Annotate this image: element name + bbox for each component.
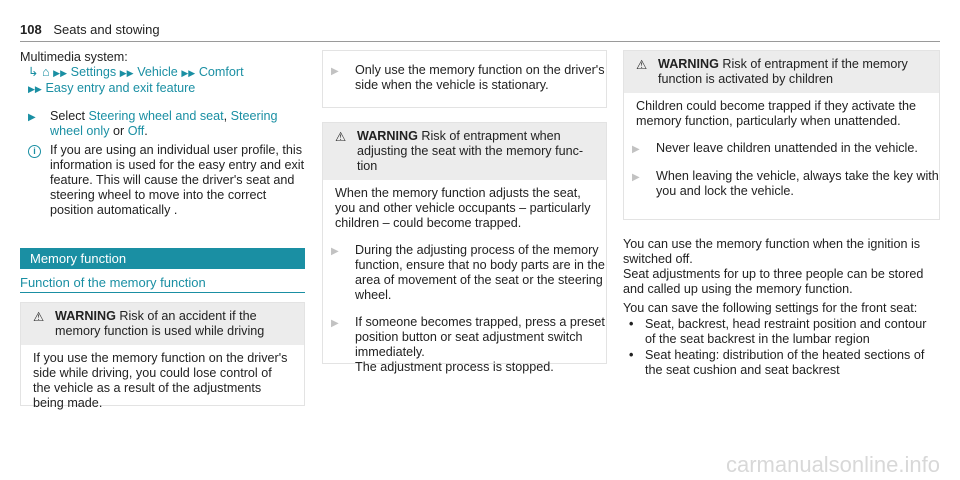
step-prefix: Select [50, 109, 89, 123]
list-item-text: Seat heating: distribution of the heated sections of the seat cushion and seat backrest [645, 348, 925, 377]
return-arrow-icon: ↳ [28, 65, 39, 79]
warning-head [21, 303, 304, 345]
warning-box-1 [20, 302, 305, 410]
step-arrow-icon: ▶ [632, 144, 640, 155]
warning-body: If you use the memory function on the driver's side while driving, you could lose control of the vehicle as a result of the adjustments being made. [33, 351, 288, 410]
warning-step [331, 315, 606, 375]
paragraph: You can use the memory function when the ignition is switched off. [623, 237, 921, 266]
warning-step-text: During the adjusting process of the memory function, ensure that no body parts are in the area of movement of the seat or the steering wheel. [355, 243, 605, 302]
warning-box-2 [322, 122, 607, 374]
step-arrow-icon: ▶ [331, 246, 339, 257]
column-1 [20, 50, 305, 218]
nav-settings: Settings [70, 65, 117, 79]
column-3-text [623, 237, 928, 378]
page-header [20, 22, 160, 37]
option-off: Off [127, 124, 145, 138]
info-note-text: If you are using an individual user profile, this information is used for the easy entry and exit feature. This will cause the driver's seat and steering wheel to move into the correct position automatically . [50, 143, 305, 217]
step-separator: , [223, 109, 231, 123]
warning-step-text: When leaving the vehicle, always take the key with you and lock the vehicle. [656, 169, 939, 198]
step-arrow-icon: ▶ [331, 318, 339, 329]
warning-step-text [355, 315, 606, 375]
warning-label: WARNING [55, 309, 116, 323]
paragraph: You can save the following settings for the front seat: [623, 301, 918, 315]
header-rule [20, 41, 940, 42]
chevron-icon: ▶▶ [28, 84, 42, 94]
warning-step [331, 243, 606, 303]
home-icon: ⌂ [42, 65, 50, 79]
list-item [623, 348, 928, 378]
warning-icon: ⚠ [33, 310, 45, 324]
list-item [623, 317, 928, 347]
warning-body: Children could become trapped if they activate the memory function, particularly when unattended. [636, 99, 917, 128]
section-title: Memory function [20, 248, 305, 269]
bullet-icon: • [629, 317, 634, 331]
warning-head [323, 123, 606, 180]
nav-comfort: Comfort [198, 65, 244, 79]
info-note [28, 143, 305, 218]
continuation-step [331, 63, 606, 93]
paragraph: Seat adjustments for up to three people can be stored and called up using the memory function. [623, 267, 924, 296]
list-item-text: Seat, backrest, head restraint position and contour of the seat backrest in the lumbar region [645, 317, 927, 346]
nav-path [28, 65, 305, 97]
warning-head-text: Risk of an accident if the memory function is used while driving [55, 309, 265, 338]
chevron-icon: ▶▶ [53, 68, 68, 78]
subsection-title: Function of the memory function [20, 275, 305, 293]
step-end: . [144, 124, 148, 138]
continuation-step-text: Only use the memory function on the driver's side when the vehicle is stationary. [355, 63, 605, 92]
warning-step-text: Never leave children unattended in the vehicle. [656, 141, 918, 155]
warning-head-text: Risk of entrapment if the memory function is activated by children [658, 57, 908, 86]
nav-easy-entry: Easy entry and exit feature [45, 81, 196, 95]
warning-step-text-1: If someone becomes trapped, press a preset position button or seat adjustment switch immediately. [355, 315, 605, 359]
watermark: carmanualsonline.info [725, 452, 940, 477]
option-steering-wheel-only: Steering wheel only [50, 109, 278, 138]
warning-label: WARNING [658, 57, 719, 71]
page-number: 108 [20, 22, 42, 37]
chevron-icon: ▶▶ [181, 68, 196, 78]
section-name: Seats and stowing [53, 22, 160, 37]
select-step [28, 109, 305, 139]
warning-step-result: The adjustment process is stopped. [355, 360, 554, 374]
step-text [50, 109, 305, 139]
warning-box-3 [623, 50, 940, 220]
chevron-icon: ▶▶ [119, 68, 134, 78]
warning-step [632, 169, 939, 199]
warning-icon: ⚠ [636, 58, 648, 72]
info-icon: i [28, 145, 41, 158]
warning-label: WARNING [357, 129, 418, 143]
intro-text: Multimedia system: [20, 50, 128, 64]
step-arrow-icon: ▶ [331, 66, 339, 77]
option-steering-wheel-and-seat: Steering wheel and seat [88, 109, 224, 123]
continuation-box [322, 50, 607, 108]
step-arrow-icon: ▶ [632, 172, 640, 183]
bullet-icon: • [629, 348, 634, 362]
warning-icon: ⚠ [335, 130, 347, 144]
warning-body: When the memory function adjusts the seat, you and other vehicle occupants – particularly children – could become trapped. [335, 186, 591, 230]
step-or: or [109, 124, 128, 138]
nav-vehicle: Vehicle [137, 65, 178, 79]
step-arrow-icon: ▶ [28, 112, 36, 123]
warning-head [624, 51, 939, 93]
warning-head-text: Risk of entrapment when adjusting the seat with the memory function [357, 129, 584, 173]
warning-step [632, 141, 939, 157]
